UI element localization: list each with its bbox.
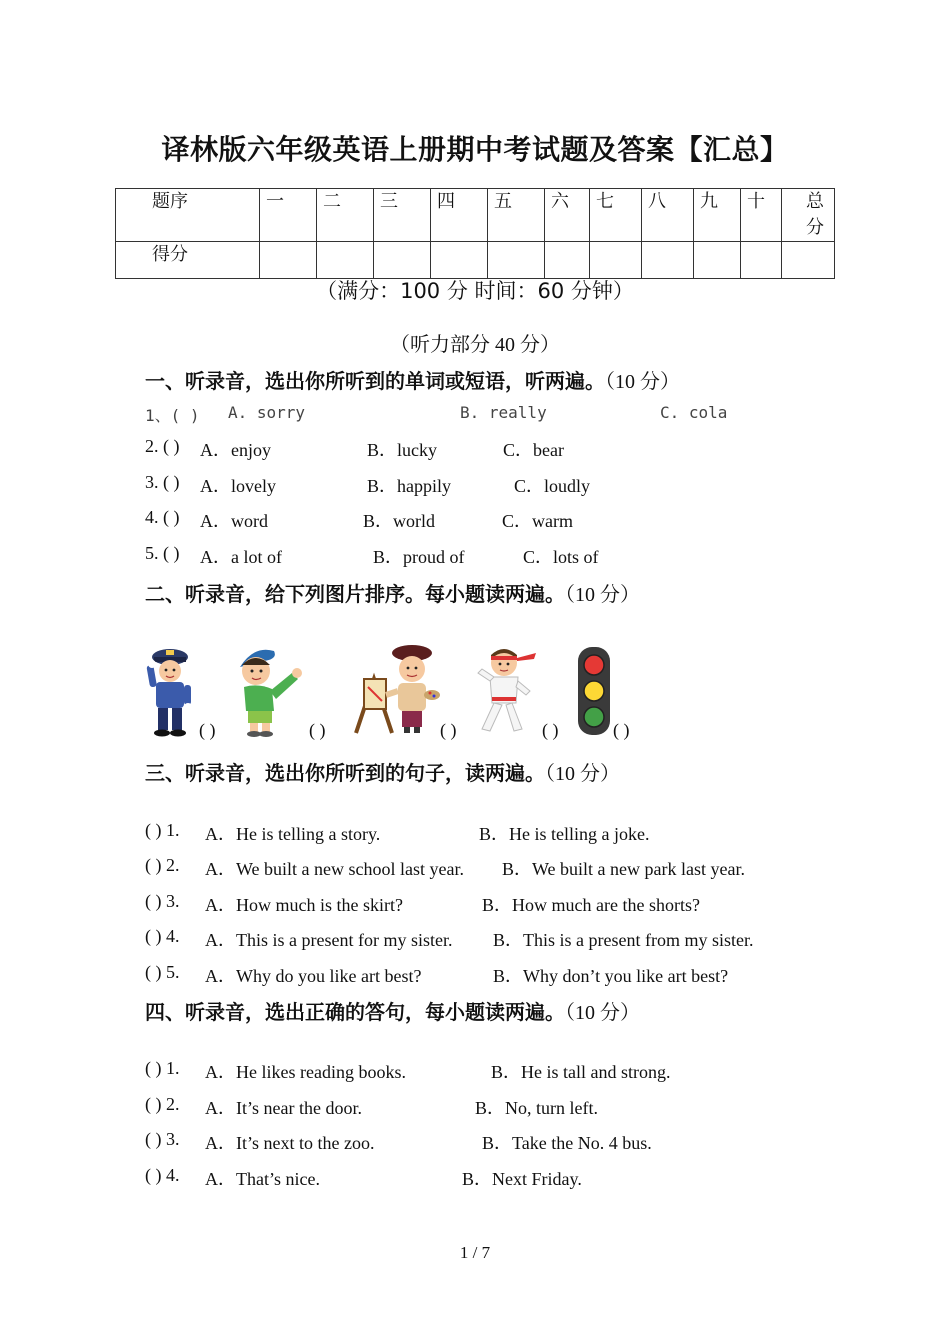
s1-q4-a[interactable]: A．word [200,511,268,531]
page-title: 译林版六年级英语上册期中考试题及答案【汇总】 [161,133,789,166]
s3-q5-b[interactable]: B．Why don’t you like art best? [493,966,729,986]
s1-q1-b[interactable]: B. really [460,403,547,422]
s1-q4-b[interactable]: B．world [363,511,435,531]
section4-score: （10 分） [565,1002,640,1024]
pic1-answer-blank[interactable]: ( ) [199,720,216,740]
listening-part-heading: （听力部分 40 分） [390,334,560,356]
pic3-answer-blank[interactable]: ( ) [440,720,457,740]
pic2-answer-blank[interactable]: ( ) [309,720,326,740]
pic4-answer-blank[interactable]: ( ) [542,720,559,740]
s4-q3-num: ( ) 3. [145,1129,180,1149]
section3-score: （10 分） [545,763,620,785]
s4-q2-a[interactable]: A．It’s near the door. [205,1098,362,1118]
s1-q1-num: 1、( ) [145,406,200,425]
s3-q3-a[interactable]: A．How much is the skirt? [205,895,403,915]
s4-q3-b[interactable]: B．Take the No. 4 bus. [482,1133,652,1153]
section1-title-text: 一、听录音，选出你所听到的单词或短语，听两遍。 [145,369,605,393]
s3-q5-a[interactable]: A．Why do you like art best? [205,966,422,986]
score-table-col: 七 [590,189,642,242]
s3-q2-b[interactable]: B．We built a new park last year. [502,859,745,879]
score-cell[interactable] [782,242,835,279]
section1-score: （10 分） [605,371,680,393]
s3-q4-a[interactable]: A．This is a present for my sister. [205,930,453,950]
page-number: 1 / 7 [459,1243,491,1262]
s1-q4-num: 4. ( ) [145,507,180,527]
score-cell[interactable] [260,242,317,279]
s1-q2-c[interactable]: C．bear [503,440,564,460]
traffic-light-icon [576,645,612,737]
s4-q3-a[interactable]: A．It’s next to the zoo. [205,1133,375,1153]
section2-title [145,578,640,607]
section1-title [145,365,680,394]
s3-q1-a[interactable]: A．He is telling a story. [205,824,381,844]
score-table-col: 总分 [782,189,835,242]
s1-q5-c[interactable]: C．lots of [523,547,599,567]
s4-q1-a[interactable]: A．He likes reading books. [205,1062,406,1082]
score-table-score-label: 得分 [116,242,260,279]
s4-q4-num: ( ) 4. [145,1165,180,1185]
s4-q2-b[interactable]: B．No, turn left. [475,1098,598,1118]
section3-title-text: 三、听录音，选出你所听到的句子，读两遍。 [145,761,545,785]
s1-q3-num: 3. ( ) [145,472,180,492]
score-table-col: 三 [374,189,431,242]
score-cell[interactable] [741,242,782,279]
score-table-score-row [116,242,835,279]
score-cell[interactable] [545,242,590,279]
s1-q3-c[interactable]: C．loudly [514,476,591,496]
s4-q2-num: ( ) 2. [145,1094,180,1114]
s3-q4-num: ( ) 4. [145,926,180,946]
s4-q4-a[interactable]: A．That’s nice. [205,1169,320,1189]
pic5-answer-blank[interactable]: ( ) [613,720,630,740]
score-table-col: 二 [317,189,374,242]
score-table-col: 四 [431,189,488,242]
section3-title [145,757,620,786]
section2-score: （10 分） [565,584,640,606]
s1-q5-b[interactable]: B．proud of [373,547,465,567]
score-table [115,188,835,279]
s3-q4-b[interactable]: B．This is a present from my sister. [493,930,754,950]
s1-q1-a[interactable]: A. sorry [228,403,306,422]
section4-title [145,996,640,1025]
score-table-col: 六 [545,189,590,242]
s1-q5-num: 5. ( ) [145,543,180,563]
boy-waving-icon [234,645,306,737]
s1-q3-b[interactable]: B．happily [367,476,451,496]
score-table-col: 五 [488,189,545,242]
police-officer-icon [140,645,202,737]
score-cell[interactable] [431,242,488,279]
s4-q1-num: ( ) 1. [145,1058,180,1078]
s1-q2-b[interactable]: B．lucky [367,440,437,460]
score-cell[interactable] [642,242,694,279]
full-marks-note: （满分：100 分 时间：60 分钟） [316,279,634,303]
karate-kid-icon [472,645,542,737]
s1-q4-c[interactable]: C．warm [502,511,573,531]
score-table-col: 十 [741,189,782,242]
s3-q1-num: ( ) 1. [145,820,180,840]
score-table-label: 题序 [116,189,260,242]
s1-q2-a[interactable]: A．enjoy [200,440,271,460]
score-cell[interactable] [488,242,545,279]
s4-q1-b[interactable]: B．He is tall and strong. [491,1062,671,1082]
s3-q3-b[interactable]: B．How much are the shorts? [482,895,700,915]
s3-q5-num: ( ) 5. [145,962,180,982]
score-cell[interactable] [317,242,374,279]
s1-q1-c[interactable]: C. cola [660,403,728,422]
section2-title-text: 二、听录音，给下列图片排序。每小题读两遍。 [145,582,565,606]
score-cell[interactable] [694,242,741,279]
painter-icon [352,643,440,737]
s4-q4-b[interactable]: B．Next Friday. [462,1169,582,1189]
score-table-col: 一 [260,189,317,242]
score-cell[interactable] [590,242,642,279]
s3-q3-num: ( ) 3. [145,891,180,911]
s1-q5-a[interactable]: A．a lot of [200,547,282,567]
s1-q3-a[interactable]: A．lovely [200,476,276,496]
score-table-col: 八 [642,189,694,242]
s3-q1-b[interactable]: B．He is telling a joke. [479,824,650,844]
section4-title-text: 四、听录音，选出正确的答句，每小题读两遍。 [145,1000,565,1024]
score-table-header-row [116,189,835,242]
score-cell[interactable] [374,242,431,279]
s3-q2-a[interactable]: A．We built a new school last year. [205,859,464,879]
score-table-col: 九 [694,189,741,242]
s3-q2-num: ( ) 2. [145,855,180,875]
s1-q2-num: 2. ( ) [145,436,180,456]
